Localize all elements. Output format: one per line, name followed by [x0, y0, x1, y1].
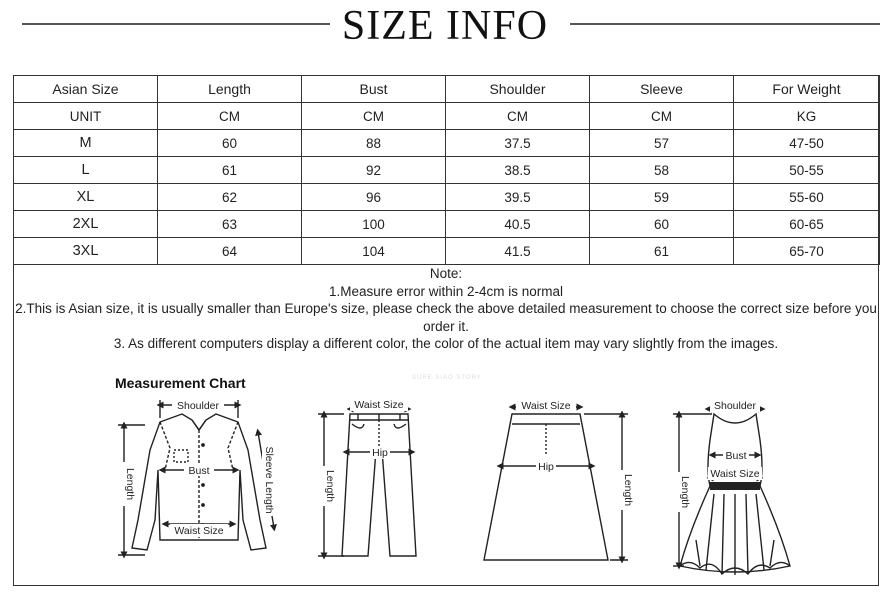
note-line: 1.Measure error within 2-4cm is normal	[328, 283, 564, 299]
table-cell: 63	[158, 211, 302, 238]
header-cell: Shoulder	[446, 76, 590, 103]
table-cell: 55-60	[734, 184, 880, 211]
table-cell: 61	[158, 157, 302, 184]
header-cell: Length	[158, 76, 302, 103]
dress-bust-label: Bust	[725, 450, 747, 462]
table-cell: 50-55	[734, 157, 880, 184]
skirt-waist-label: Waist Size	[521, 400, 571, 412]
table-cell: 60	[158, 130, 302, 157]
note-heading: Note:	[429, 266, 463, 281]
table-cell: 104	[302, 238, 446, 265]
pants-hip-label: Hip	[372, 447, 388, 459]
header-cell: For Weight	[734, 76, 880, 103]
measurement-chart-title: Measurement Chart	[115, 375, 246, 391]
dress-waist-label: Waist Size	[710, 468, 760, 480]
table-cell: 58	[590, 157, 734, 184]
dress-shoulder-label: Shoulder	[713, 400, 757, 412]
note-line: 2.This is Asian size, it is usually smaller than Europe's size, please check the above detailed measurement to choose the correct size before you order it.	[15, 301, 877, 334]
size-cell: M	[14, 130, 158, 157]
table-cell: 100	[302, 211, 446, 238]
size-cell: L	[14, 157, 158, 184]
table-cell: 37.5	[446, 130, 590, 157]
size-cell: XL	[14, 184, 158, 211]
shirt-bust-label: Bust	[188, 465, 210, 477]
table-cell: 57	[590, 130, 734, 157]
table-cell: 65-70	[734, 238, 880, 265]
pants-waist-label: Waist Size	[354, 399, 404, 411]
table-cell: 39.5	[446, 184, 590, 211]
header-cell: Asian Size	[14, 76, 158, 103]
table-cell: 38.5	[446, 157, 590, 184]
table-cell: 40.5	[446, 211, 590, 238]
size-cell: 2XL	[14, 211, 158, 238]
pants-length-label: Length	[324, 469, 336, 503]
dress-length-label: Length	[679, 475, 691, 509]
skirt-hip-label: Hip	[538, 461, 554, 473]
skirt-icon	[484, 414, 608, 560]
table-cell: 64	[158, 238, 302, 265]
table-cell: 47-50	[734, 130, 880, 157]
table-cell: 92	[302, 157, 446, 184]
table-cell: 41.5	[446, 238, 590, 265]
dress-icon	[680, 414, 790, 575]
unit-cell: KG	[734, 103, 880, 130]
unit-cell: CM	[446, 103, 590, 130]
shirt-sleeve-label: Sleeve Length	[263, 446, 275, 514]
table-cell: 60	[590, 211, 734, 238]
page-title: SIZE INFO	[341, 3, 549, 49]
shirt-shoulder-label: Shoulder	[176, 400, 220, 412]
note-line: 3. As different computers display a different color, the color of the actual item may vary slightly from the images.	[113, 336, 779, 351]
table-cell: 88	[302, 130, 446, 157]
unit-cell: UNIT	[14, 103, 158, 130]
table-cell: 59	[590, 184, 734, 211]
shirt-length-label: Length	[124, 467, 136, 501]
unit-cell: CM	[590, 103, 734, 130]
pants-icon	[342, 414, 416, 556]
table-cell: 61	[590, 238, 734, 265]
watermark: SURE XIAO STORY	[412, 375, 482, 381]
table-cell: 60-65	[734, 211, 880, 238]
table-cell: 96	[302, 184, 446, 211]
skirt-length-label: Length	[622, 473, 634, 507]
unit-cell: CM	[158, 103, 302, 130]
unit-cell: CM	[302, 103, 446, 130]
header-cell: Sleeve	[590, 76, 734, 103]
header-cell: Bust	[302, 76, 446, 103]
size-cell: 3XL	[14, 238, 158, 265]
table-cell: 62	[158, 184, 302, 211]
shirt-waist-label: Waist Size	[174, 525, 224, 537]
